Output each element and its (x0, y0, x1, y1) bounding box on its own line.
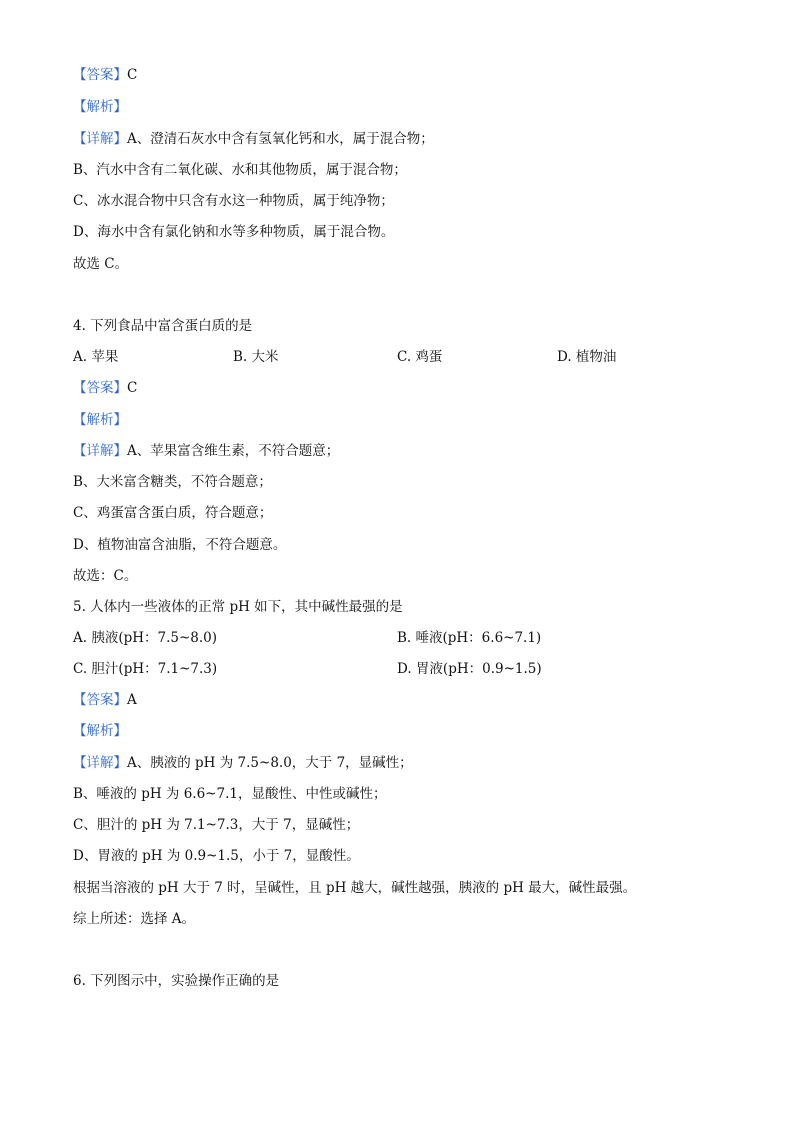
q4-detail-a (73, 442, 339, 460)
detail-tag: 【详解】 (73, 131, 127, 147)
analysis-tag: 【解析】 (73, 412, 127, 428)
q5-option-d: D. 胃液(pH：0.9~1.5) (397, 661, 542, 677)
detail-tag: 【详解】 (73, 755, 127, 771)
detail-text: A、胰液的 pH 为 7.5~8.0，大于 7，显碱性； (127, 755, 413, 771)
detail-tag: 【详解】 (73, 443, 127, 459)
q4-option-a: A. 苹果 (73, 349, 119, 365)
answer-value: A (127, 692, 137, 708)
q6-stem: 6. 下列图示中，实验操作正确的是 (73, 973, 280, 989)
q4-stem: 4. 下列食品中富含蛋白质的是 (73, 318, 253, 334)
q5-option-b: B. 唾液(pH：6.6~7.1) (397, 630, 542, 646)
q5-analysis-line (73, 722, 127, 740)
q4-option-c: C. 鸡蛋 (397, 349, 443, 365)
q4-conclusion: 故选：C。 (73, 568, 138, 584)
answer-value: C (127, 380, 138, 396)
q5-detail-c: C、胆汁的 pH 为 7.1~7.3，大于 7，显碱性； (73, 817, 360, 833)
q3-detail-b: B、汽水中含有二氧化碳、水和其他物质，属于混合物； (73, 162, 407, 178)
q5-reasoning: 根据当溶液的 pH 大于 7 时，呈碱性，且 pH 越大，碱性越强，胰液的 pH 最大，碱性最强。 (73, 880, 637, 896)
analysis-tag: 【解析】 (73, 723, 127, 739)
q5-detail-a (73, 754, 413, 772)
detail-text: A、澄清石灰水中含有氢氧化钙和水，属于混合物； (127, 131, 434, 147)
answer-value: C (127, 67, 138, 83)
answer-tag: 【答案】 (73, 67, 127, 83)
q5-detail-b: B、唾液的 pH 为 6.6~7.1，显酸性、中性或碱性； (73, 786, 387, 802)
q5-option-a: A. 胰液(pH：7.5~8.0) (73, 630, 218, 646)
detail-text: A、苹果富含维生素，不符合题意； (127, 443, 340, 459)
answer-tag: 【答案】 (73, 380, 127, 396)
q4-detail-b: B、大米富含糖类，不符合题意； (73, 474, 272, 490)
q4-detail-c: C、鸡蛋富含蛋白质，符合题意； (73, 505, 273, 521)
q4-answer-line (73, 379, 137, 397)
q4-option-b: B. 大米 (233, 349, 279, 365)
q5-detail-d: D、胃液的 pH 为 0.9~1.5，小于 7，显酸性。 (73, 848, 360, 864)
q3-answer-line (73, 66, 137, 84)
q5-option-c: C. 胆汁(pH：7.1~7.3) (73, 661, 218, 677)
q3-detail-d: D、海水中含有氯化钠和水等多种物质，属于混合物。 (73, 224, 395, 240)
q3-analysis-line (73, 98, 127, 116)
q3-detail-a (73, 130, 434, 148)
q3-detail-c: C、冰水混合物中只含有水这一种物质，属于纯净物； (73, 193, 394, 209)
q5-answer-line (73, 691, 137, 709)
answer-tag: 【答案】 (73, 692, 127, 708)
q5-stem: 5. 人体内一些液体的正常 pH 如下，其中碱性最强的是 (73, 599, 403, 615)
analysis-tag: 【解析】 (73, 99, 127, 115)
q3-conclusion: 故选 C。 (73, 256, 129, 272)
q4-detail-d: D、植物油富含油脂，不符合题意。 (73, 537, 287, 553)
q4-analysis-line (73, 411, 127, 429)
q4-option-d: D. 植物油 (557, 349, 617, 365)
q5-conclusion: 综上所述：选择 A。 (73, 911, 196, 927)
